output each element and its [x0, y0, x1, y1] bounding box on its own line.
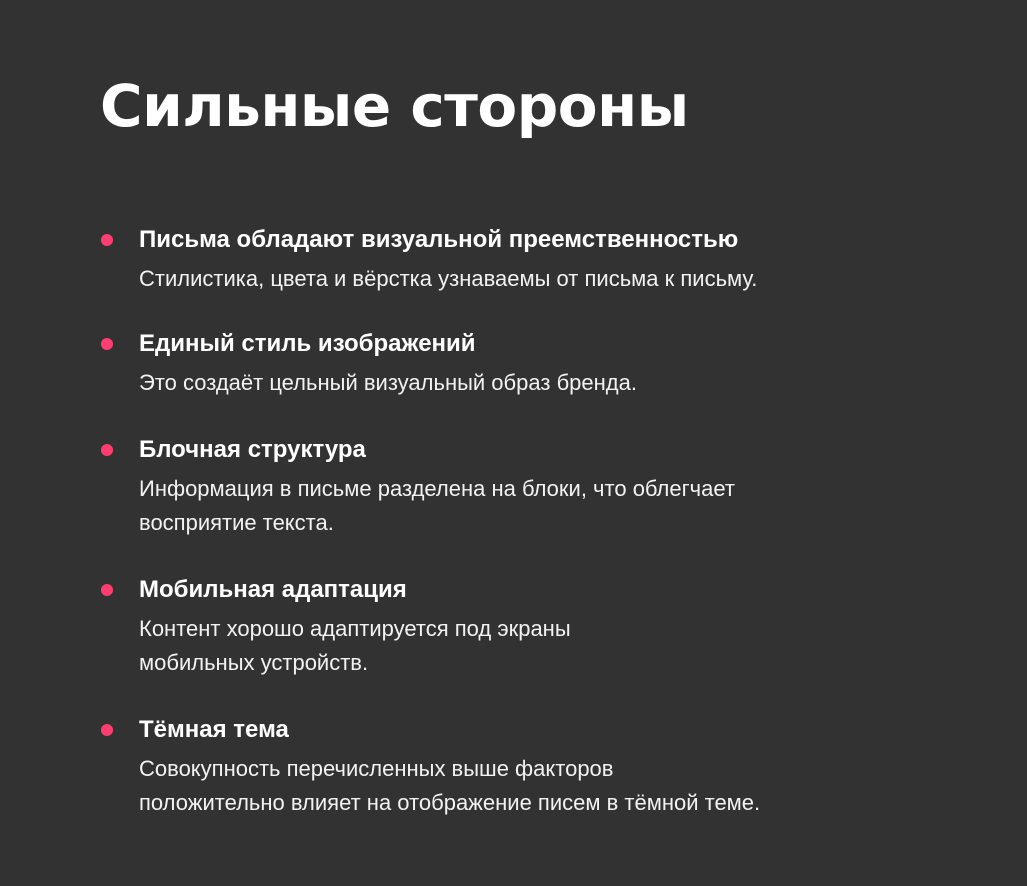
- page-title: Сильные стороны: [100, 72, 689, 140]
- bullet-icon: [101, 444, 113, 456]
- bullet-icon: [101, 584, 113, 596]
- item-description: Информация в письме разделена на блоки, что облегчает восприятие текста.: [139, 476, 735, 535]
- item-description: Это создаёт цельный визуальный образ бренда.: [139, 370, 637, 395]
- item-description: Совокупность перечисленных выше факторов положительно влияет на отображение писем в тёмной теме.: [139, 756, 761, 815]
- item-description: Контент хорошо адаптируется под экраны мобильных устройств.: [139, 616, 571, 675]
- item-title: Мобильная адаптация: [139, 576, 407, 603]
- item-title: Блочная структура: [139, 436, 366, 463]
- item-title: Единый стиль изображений: [139, 330, 476, 357]
- item-title: Письма обладают визуальной преемственностью: [139, 226, 739, 253]
- bullet-icon: [101, 338, 113, 350]
- bullet-icon: [101, 234, 113, 246]
- item-title: Тёмная тема: [139, 716, 289, 743]
- bullet-icon: [101, 724, 113, 736]
- item-description: Стилистика, цвета и вёрстка узнаваемы от письма к письму.: [139, 266, 758, 291]
